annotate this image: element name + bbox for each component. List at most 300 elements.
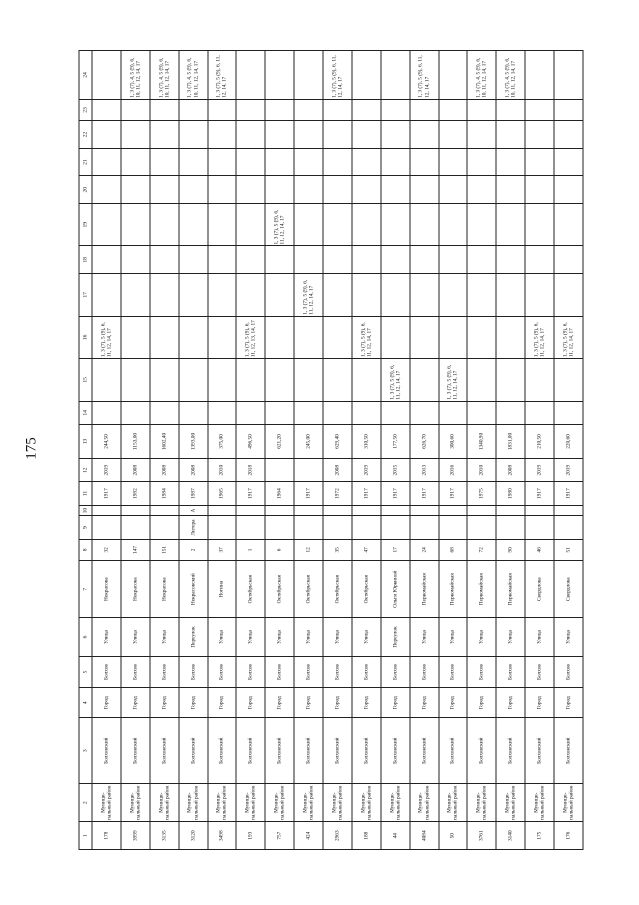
table-cell bbox=[150, 274, 179, 317]
table-cell bbox=[323, 246, 352, 274]
table-cell: 1917 bbox=[410, 482, 439, 505]
table-cell: Город bbox=[323, 688, 352, 718]
table-row bbox=[554, 51, 583, 850]
table-cell: 2013 bbox=[410, 459, 439, 482]
table-cell bbox=[439, 51, 468, 100]
table-cell: Болхов bbox=[467, 656, 496, 688]
table-cell: Болхов bbox=[208, 656, 237, 688]
table-cell bbox=[294, 316, 323, 359]
table-cell: Муници-пальный район bbox=[381, 784, 410, 822]
column-header: 24 bbox=[79, 51, 92, 100]
table-cell bbox=[410, 274, 439, 317]
table-cell: 1984 bbox=[150, 482, 179, 505]
table-cell bbox=[554, 204, 583, 247]
table-cell bbox=[439, 401, 468, 424]
table-cell bbox=[496, 121, 525, 149]
table-cell: Город bbox=[121, 688, 150, 718]
table-cell bbox=[352, 359, 381, 402]
table-cell bbox=[92, 121, 121, 149]
table-row bbox=[150, 51, 179, 850]
table-cell: 1917 bbox=[554, 482, 583, 505]
table-cell: Город bbox=[496, 688, 525, 718]
table-cell bbox=[554, 401, 583, 424]
table-cell: 2008 bbox=[150, 459, 179, 482]
table-cell: Болховский bbox=[496, 718, 525, 784]
table-cell bbox=[554, 51, 583, 100]
table-cell: Некрасова bbox=[121, 561, 150, 618]
table-cell: Октябрьская bbox=[236, 561, 265, 618]
table-cell bbox=[265, 359, 294, 402]
table-cell: Болхов bbox=[381, 656, 410, 688]
table-cell bbox=[381, 274, 410, 317]
column-header: 16 bbox=[79, 316, 92, 359]
table-row bbox=[92, 51, 121, 850]
column-header: 3 bbox=[79, 718, 92, 784]
table-cell bbox=[467, 121, 496, 149]
table-cell: 32 bbox=[92, 539, 121, 560]
table-cell bbox=[208, 204, 237, 247]
table-cell: Болхов bbox=[179, 656, 208, 688]
table-cell: Болхов bbox=[439, 656, 468, 688]
table-cell bbox=[294, 121, 323, 149]
table-cell: 1, 3 (7), 4, 5 (9), 6, 10, 11, 12, 14, 17 bbox=[467, 51, 496, 100]
table-cell: 1917 bbox=[92, 482, 121, 505]
table-cell bbox=[294, 459, 323, 482]
table-cell bbox=[208, 505, 237, 516]
table-cell: Улица bbox=[265, 618, 294, 656]
table-row bbox=[467, 51, 496, 850]
table-cell bbox=[410, 148, 439, 176]
table-cell bbox=[92, 516, 121, 539]
table-cell: 210,50 bbox=[525, 425, 554, 459]
table-cell bbox=[265, 51, 294, 100]
table-cell bbox=[352, 176, 381, 204]
table-cell: Болховский bbox=[554, 718, 583, 784]
table-cell: 3761 bbox=[467, 822, 496, 850]
table-cell: Болхов bbox=[121, 656, 150, 688]
table-cell: Болховский bbox=[352, 718, 381, 784]
table-cell bbox=[121, 516, 150, 539]
table-cell bbox=[496, 505, 525, 516]
table-cell: 1987 bbox=[179, 482, 208, 505]
table-cell: Город bbox=[381, 688, 410, 718]
table-cell: Переулок bbox=[381, 618, 410, 656]
table-cell: Литера bbox=[179, 516, 208, 539]
table-cell: Улица bbox=[410, 618, 439, 656]
table-cell bbox=[410, 401, 439, 424]
column-header: 20 bbox=[79, 176, 92, 204]
column-header: 22 bbox=[79, 121, 92, 149]
table-cell: 1153,00 bbox=[121, 425, 150, 459]
table-cell bbox=[121, 246, 150, 274]
table-cell bbox=[121, 274, 150, 317]
table-cell bbox=[410, 316, 439, 359]
table-cell bbox=[323, 99, 352, 120]
column-header: 9 bbox=[79, 516, 92, 539]
table-cell: 2019 bbox=[554, 459, 583, 482]
table-cell: Болхов bbox=[294, 656, 323, 688]
table-cell bbox=[179, 359, 208, 402]
table-cell: Муници-пальный район bbox=[554, 784, 583, 822]
table-cell: 1, 3 (7), 4, 5 (9), 6, 10, 11, 12, 14, 17 bbox=[179, 51, 208, 100]
table-cell bbox=[323, 121, 352, 149]
table-cell: 37 bbox=[208, 539, 237, 560]
table-cell: 1831,00 bbox=[496, 425, 525, 459]
table-cell bbox=[208, 121, 237, 149]
table-cell: 310,50 bbox=[352, 425, 381, 459]
table-cell bbox=[554, 274, 583, 317]
table-cell bbox=[150, 148, 179, 176]
table-cell: 178 bbox=[92, 822, 121, 850]
table-cell: Муници-пальный район bbox=[467, 784, 496, 822]
table-cell: Улица bbox=[294, 618, 323, 656]
table-cell bbox=[439, 516, 468, 539]
table-cell bbox=[439, 121, 468, 149]
table-cell bbox=[381, 51, 410, 100]
table-cell: 1917 bbox=[381, 482, 410, 505]
table-cell: 375,00 bbox=[208, 425, 237, 459]
table-cell bbox=[439, 505, 468, 516]
table-cell bbox=[208, 148, 237, 176]
table-cell: Болховский bbox=[294, 718, 323, 784]
table-cell bbox=[323, 359, 352, 402]
table-cell: 1, 3 (7), 5 (9), 6, 11, 12, 14, 17 bbox=[294, 274, 323, 317]
table-row bbox=[381, 51, 410, 850]
column-header: 21 bbox=[79, 148, 92, 176]
table-cell: 90 bbox=[496, 539, 525, 560]
table-cell bbox=[467, 99, 496, 120]
table-cell: Первомайская bbox=[496, 561, 525, 618]
table-cell bbox=[208, 516, 237, 539]
table-cell bbox=[294, 99, 323, 120]
table-cell: 47 bbox=[352, 539, 381, 560]
table-cell bbox=[323, 516, 352, 539]
table-cell: Город bbox=[439, 688, 468, 718]
table-cell: 1965 bbox=[208, 482, 237, 505]
table-cell: 147 bbox=[121, 539, 150, 560]
table-cell: 1964 bbox=[265, 482, 294, 505]
table-cell: 629,40 bbox=[323, 425, 352, 459]
table-cell bbox=[236, 148, 265, 176]
table-row bbox=[496, 51, 525, 850]
table-cell: Улица bbox=[323, 618, 352, 656]
table-cell: 1917 bbox=[352, 482, 381, 505]
table-cell: 24 bbox=[410, 539, 439, 560]
table-cell bbox=[150, 121, 179, 149]
table-cell bbox=[179, 204, 208, 247]
table-cell: Ольги Юркиной bbox=[381, 561, 410, 618]
table-cell bbox=[150, 516, 179, 539]
table-cell bbox=[525, 148, 554, 176]
table-cell bbox=[265, 246, 294, 274]
table-cell bbox=[352, 516, 381, 539]
table-cell bbox=[496, 176, 525, 204]
table-cell: 2010 bbox=[208, 459, 237, 482]
table-cell bbox=[381, 505, 410, 516]
table-cell: 3999 bbox=[121, 822, 150, 850]
table-cell bbox=[150, 176, 179, 204]
table-cell bbox=[496, 316, 525, 359]
table-cell bbox=[352, 99, 381, 120]
table-cell: Болховский bbox=[121, 718, 150, 784]
table-cell: Болховский bbox=[265, 718, 294, 784]
table-cell: 626,70 bbox=[410, 425, 439, 459]
table-cell bbox=[381, 204, 410, 247]
table-row bbox=[121, 51, 150, 850]
table-cell bbox=[179, 246, 208, 274]
table-cell: Улица bbox=[496, 618, 525, 656]
table-cell bbox=[410, 505, 439, 516]
table-cell: 2963 bbox=[323, 822, 352, 850]
table-cell bbox=[467, 359, 496, 402]
table-cell bbox=[410, 246, 439, 274]
table-cell bbox=[121, 505, 150, 516]
table-cell bbox=[352, 148, 381, 176]
table-cell: Город bbox=[265, 688, 294, 718]
table-cell: 3498 bbox=[208, 822, 237, 850]
table-cell: Муници-пальный район bbox=[236, 784, 265, 822]
table-cell bbox=[467, 316, 496, 359]
table-cell bbox=[179, 121, 208, 149]
table-cell bbox=[92, 99, 121, 120]
table-row bbox=[294, 51, 323, 850]
table-cell: 12 bbox=[294, 539, 323, 560]
table-cell: Болховский bbox=[208, 718, 237, 784]
table-cell: 300,60 bbox=[439, 425, 468, 459]
table-cell bbox=[150, 204, 179, 247]
table-cell bbox=[352, 121, 381, 149]
table-cell bbox=[294, 401, 323, 424]
table-cell: 1, 3 (7), 5 (9), 6, 11, 12, 14, 17 bbox=[381, 359, 410, 402]
table-cell bbox=[554, 516, 583, 539]
column-header: 5 bbox=[79, 656, 92, 688]
table-cell: 1, 3 (7), 4, 5 (9), 6, 10, 11, 12, 14, 17 bbox=[496, 51, 525, 100]
table-cell bbox=[236, 401, 265, 424]
table-cell bbox=[294, 246, 323, 274]
table-cell: Муници-пальный район bbox=[525, 784, 554, 822]
table-cell: 245,00 bbox=[294, 425, 323, 459]
table-cell bbox=[236, 274, 265, 317]
table-cell: 1, 3 (7), 5 (9), 6, 11, 12, 14, 17 bbox=[352, 316, 381, 359]
table-cell bbox=[381, 99, 410, 120]
table-cell bbox=[525, 99, 554, 120]
table-cell: Болховский bbox=[179, 718, 208, 784]
table-cell bbox=[208, 99, 237, 120]
table-cell bbox=[294, 204, 323, 247]
table-cell: Болховский bbox=[236, 718, 265, 784]
table-cell bbox=[92, 274, 121, 317]
table-cell: Муници-пальный район bbox=[92, 784, 121, 822]
table-cell bbox=[525, 274, 554, 317]
table-body bbox=[92, 51, 583, 850]
table-cell: 193 bbox=[236, 822, 265, 850]
table-cell bbox=[525, 505, 554, 516]
table-cell bbox=[265, 176, 294, 204]
table-cell: Первомайская bbox=[410, 561, 439, 618]
table-cell: Октябрьская bbox=[265, 561, 294, 618]
table-cell bbox=[352, 51, 381, 100]
table-row bbox=[352, 51, 381, 850]
table-cell: 757 bbox=[265, 822, 294, 850]
table-cell bbox=[92, 204, 121, 247]
table-cell: 1, 3 (7), 4, 5 (9), 6, 10, 11, 12, 14, 17 bbox=[150, 51, 179, 100]
table-cell bbox=[467, 246, 496, 274]
table-cell: Улица bbox=[439, 618, 468, 656]
table-cell: 1917 bbox=[525, 482, 554, 505]
table-cell bbox=[179, 99, 208, 120]
table-cell bbox=[236, 516, 265, 539]
table-cell bbox=[496, 401, 525, 424]
table-cell bbox=[265, 316, 294, 359]
column-header: 18 bbox=[79, 246, 92, 274]
table-cell: Город bbox=[179, 688, 208, 718]
table-cell: 424 bbox=[294, 822, 323, 850]
table-cell bbox=[439, 204, 468, 247]
table-cell: 3135 bbox=[150, 822, 179, 850]
table-cell bbox=[150, 246, 179, 274]
table-cell: 2008 bbox=[179, 459, 208, 482]
table-cell bbox=[467, 176, 496, 204]
table-cell bbox=[179, 274, 208, 317]
table-cell: 1, 3 (7), 5 (9), 6, 11, 12, 14, 17 bbox=[410, 51, 439, 100]
table-cell bbox=[294, 516, 323, 539]
table-cell bbox=[352, 505, 381, 516]
table-cell bbox=[208, 359, 237, 402]
table-cell bbox=[467, 401, 496, 424]
table-cell bbox=[525, 121, 554, 149]
table-cell: Улица bbox=[92, 618, 121, 656]
table-cell bbox=[352, 246, 381, 274]
table-cell: 1917 bbox=[236, 482, 265, 505]
table-cell bbox=[525, 516, 554, 539]
table-cell: Город bbox=[208, 688, 237, 718]
table-cell bbox=[121, 204, 150, 247]
table-cell: 2019 bbox=[352, 459, 381, 482]
table-cell: Некрасова bbox=[92, 561, 121, 618]
table-cell bbox=[323, 316, 352, 359]
table-cell bbox=[294, 359, 323, 402]
table-cell bbox=[92, 505, 121, 516]
column-header: 15 bbox=[79, 359, 92, 402]
table-cell bbox=[323, 274, 352, 317]
table-cell: Ногина bbox=[208, 561, 237, 618]
table-cell: 1, 3 (7), 5 (9), 6, 11, 12, 14, 17 bbox=[439, 359, 468, 402]
table-cell: Город bbox=[236, 688, 265, 718]
table-cell bbox=[496, 274, 525, 317]
table-cell: Первомайская bbox=[439, 561, 468, 618]
table-cell: 2010 bbox=[467, 459, 496, 482]
table-cell: 244,50 bbox=[92, 425, 121, 459]
column-header: 10 bbox=[79, 505, 92, 516]
table-cell bbox=[294, 148, 323, 176]
table-cell: 3120 bbox=[179, 822, 208, 850]
column-header: 4 bbox=[79, 688, 92, 718]
table-cell: Болхов bbox=[496, 656, 525, 688]
table-cell bbox=[467, 204, 496, 247]
table-cell: 2019 bbox=[92, 459, 121, 482]
table-cell bbox=[92, 246, 121, 274]
table-cell bbox=[265, 148, 294, 176]
table-cell bbox=[236, 204, 265, 247]
table-cell: Муници-пальный район bbox=[294, 784, 323, 822]
table-cell: Муници-пальный район bbox=[352, 784, 381, 822]
column-header: 2 bbox=[79, 784, 92, 822]
table-cell bbox=[121, 316, 150, 359]
table-cell: 4084 bbox=[410, 822, 439, 850]
table-cell: Город bbox=[92, 688, 121, 718]
table-cell bbox=[236, 99, 265, 120]
table-cell bbox=[381, 176, 410, 204]
table-cell: 46 bbox=[525, 539, 554, 560]
table-cell: Улица bbox=[236, 618, 265, 656]
table-cell bbox=[92, 176, 121, 204]
table-cell bbox=[554, 246, 583, 274]
table-row bbox=[179, 51, 208, 850]
table-cell bbox=[381, 246, 410, 274]
table-cell: Болхов bbox=[236, 656, 265, 688]
table-cell bbox=[496, 148, 525, 176]
table-cell bbox=[439, 176, 468, 204]
table-cell bbox=[236, 176, 265, 204]
table-cell bbox=[439, 246, 468, 274]
table-cell: 1, 3 (7), 5 (9), 6, 11, 12, 14, 17 bbox=[208, 51, 237, 100]
table-cell bbox=[121, 99, 150, 120]
table-cell: 1, 3 (7), 5 (9), 6, 11, 12, 14, 17 bbox=[92, 316, 121, 359]
table-cell: 35 bbox=[323, 539, 352, 560]
table-cell: Муници-пальный район bbox=[439, 784, 468, 822]
table-cell bbox=[525, 246, 554, 274]
table-cell: Болховский bbox=[410, 718, 439, 784]
table-cell bbox=[381, 148, 410, 176]
table-cell bbox=[554, 99, 583, 120]
table-cell bbox=[179, 316, 208, 359]
table-cell: 72 bbox=[467, 539, 496, 560]
table-cell: Муници-пальный район bbox=[496, 784, 525, 822]
table-cell bbox=[410, 176, 439, 204]
table-cell: Свердлова bbox=[554, 561, 583, 618]
table-cell: 2016 bbox=[439, 459, 468, 482]
table-cell: Болхов bbox=[525, 656, 554, 688]
table-cell: Улица bbox=[150, 618, 179, 656]
table-cell bbox=[554, 359, 583, 402]
table-cell bbox=[381, 316, 410, 359]
table-cell bbox=[150, 505, 179, 516]
table-cell: Болхов bbox=[554, 656, 583, 688]
column-header: 19 bbox=[79, 204, 92, 247]
table-cell bbox=[265, 516, 294, 539]
table-cell bbox=[467, 505, 496, 516]
column-header: 17 bbox=[79, 274, 92, 317]
table-cell: Некрасова bbox=[150, 561, 179, 618]
table-cell bbox=[121, 121, 150, 149]
table-row bbox=[525, 51, 554, 850]
table-cell: Город bbox=[467, 688, 496, 718]
table-cell bbox=[323, 148, 352, 176]
table-cell bbox=[179, 148, 208, 176]
column-header: 12 bbox=[79, 459, 92, 482]
table-cell: 1 bbox=[236, 539, 265, 560]
table-cell bbox=[352, 204, 381, 247]
table-cell bbox=[410, 121, 439, 149]
table-cell bbox=[121, 401, 150, 424]
table-cell: Болхов bbox=[323, 656, 352, 688]
table-cell bbox=[92, 359, 121, 402]
table-cell bbox=[352, 274, 381, 317]
table-cell bbox=[150, 316, 179, 359]
table-cell bbox=[525, 51, 554, 100]
table-cell: 1980 bbox=[496, 482, 525, 505]
rotated-table-container bbox=[79, 50, 584, 850]
